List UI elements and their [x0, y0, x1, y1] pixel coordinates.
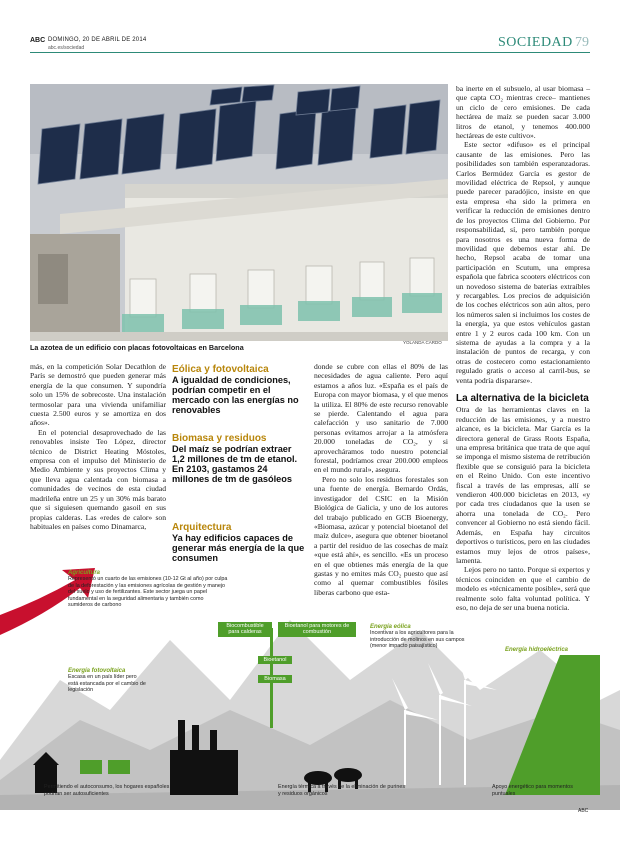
header-rule [30, 52, 590, 53]
section-title: SOCIEDAD [498, 35, 573, 50]
rooftop-solar-photo [30, 84, 448, 341]
biofuel-boilers-box: Biocombustible para calderas [218, 622, 272, 637]
keybox-title: Eólica y fotovoltaica [172, 364, 269, 375]
energy-infographic [0, 560, 620, 810]
photo-credit: YOLANDA CARDO [403, 340, 442, 345]
keybox-architecture [172, 522, 306, 563]
paragraph: más, en la competición Solar Decathlon de París se demostró que pueden generar más energía de la que consumen. Y supondría solo un 15% de sobrecoste. Una instalación termosolar para una vivienda unifamiliar cuesta 2.500 euros y se amortiza en dos años». [30, 362, 166, 428]
photo-caption: La azotea de un edificio con placas fotovoltaicas en Barcelona [30, 343, 244, 352]
biomass-box: Biomasa [258, 675, 292, 683]
issue-date: DOMINGO, 20 DE ABRIL DE 2014 [48, 37, 147, 43]
article-column-1 [30, 362, 166, 531]
section-url: abc.es/sociedad [48, 45, 85, 51]
paragraph: Lejos pero no tanto. Porque si expertos y técnicos coinciden en que el cambio de modelo es «técnicamente posible», será que realmente solo falta voluntad política. Y eso, no deja de ser una buena noticia. [456, 565, 590, 612]
photo-illustration [30, 84, 448, 341]
photovoltaic-note [68, 668, 148, 694]
paragraph: donde se cubre con ellas el 80% de las necesidades de agua caliente. Pero aquí estamos a años luz. «España es el país de Europa con mayor biomasa, y el que menos la utiliza. El 80% de este recurso renovable se pierde. Calentando el agua para calefacción y uso sanitario de 7.000 personas evitamos arrojar a la atmósfera 20.000 toneladas de CO₂, y si aprovecháramos todo nuestro potencial forestal, podríamos crear 200.000 empleos en el mundo rural», asegura. [314, 362, 448, 475]
hydro-title: Energía hidroeléctrica [505, 647, 569, 653]
page-number: 79 [575, 35, 589, 50]
subheading: La alternativa de la bicicleta [456, 393, 589, 404]
keybox-title: Biomasa y residuos [172, 433, 267, 444]
energy-support-label: Apoyo energético para momentos puntuales [492, 784, 573, 797]
bioethanol-box: Bioetanol [258, 656, 292, 664]
hydro-note [505, 647, 568, 653]
wind-text: Incentivar a los agricultores para la introducción de molinos en sus campos (menor impacto paisajístico) [370, 630, 465, 650]
agriculture-note [68, 570, 228, 609]
paragraph: Este sector «difuso» es el principal causante de las emisiones. Pero las posibilidades son también esperanzadoras. Carlos Bermúdez García es gestor de movilidad eléctrica de Repsol, y aunque puede parecer paradójico, insiste en que esta empresa «ha sido la primera en verificar la reducción de emisiones dentro de los proyectos Clima del Gobierno. Por responsabilidad, sí, pero también porque para nosotros es una nueva forma de movilidad que debemos estar ahí. De hecho, Repsol acaba de tomar una participación en Scutum, una empresa española que fabrica scooters eléctricos con un novedoso sistema de baterías extraíbles y recargables. Los precios de adquisición de los coches eléctricos son aún altos, pero los números salen si incluimos los costes de la energía, ya que estos vehículos gastan entre 1 y 2 euros cada 100 km. Con un sistema de ayudas a la compra y a la instalación de puntos de recarga, y con otras de costecero como estacionamiento regulado gratis o acceso al carril-bus, se venta podría dispararse». [456, 140, 590, 385]
footer-brand: ABC [578, 808, 589, 814]
keybox-wind-solar [172, 364, 306, 415]
keybox-text: Ya hay edificios capaces de generar más energía de la que consumen [172, 533, 305, 563]
wind-note [370, 624, 480, 650]
keybox-biomass [172, 433, 306, 484]
paragraph: Otra de las herramientas claves en la reducción de las emisiones, y a nuestro alcance, es la bicicleta. Mar García es la directora general de Grass Roots España, una empresa británica que trata de que aquí se imponga el mismo sistema de retribución flexible que se consiguió para la bicicleta en el Reino Unido. Con este incentivo fiscal a través de las empresas, allí se vendieron 400.000 bicicletas en 2013, «y por cada tres ciudadanos que la usen se ahorra una tonelada de CO₂. Pero convencer al Gobierno no está siendo fácil. Además, en España hay circuitos deportivos o turísticos, pero en las ciudades estamos muy lejos de otros países», lamenta. [456, 405, 590, 565]
selfconsumption-label: Permitiendo el autoconsumo, los hogares españoles podrían ser autosuficientes [44, 784, 170, 797]
keybox-title: Arquitectura [172, 522, 232, 533]
photovoltaic-title: Energía fotovoltaica [68, 668, 126, 674]
thermal-energy-label: Energía térmica a través de la eliminación de purines y residuos orgánicos [278, 784, 406, 797]
wind-title: Energía eólica [370, 624, 411, 630]
agriculture-title: Agricultura [68, 570, 101, 576]
keybox-text: Del maíz se podrían extraer 1,2 millones de tm de etanol. En 2103, gastamos 24 millones de tm de gasóleos [172, 444, 298, 484]
photovoltaic-text: Escasa en un país líder pero está estancada por el cambio de legislación [68, 674, 146, 694]
agriculture-text: Representó un cuarto de las emisiones (10-12 Gt al año) por culpa de la deforestación y las emisiones agrícolas de gestión y manejo del suelo y uso de fertilizantes. Este sector juega un papel fundamental en la seguridad alimentaria y también como sumideros de carbono [68, 576, 228, 609]
bioethanol-engines-box: Bioetanol para motores de combustión [278, 622, 356, 637]
keybox-text: A igualdad de condiciones, podrían competir en el mercado con las energías no renovables [172, 375, 299, 415]
co2-label: CO₂ [18, 639, 30, 645]
article-column-4 [456, 84, 590, 385]
brand-logo: ABC [30, 37, 46, 44]
paragraph: Pero no solo los residuos forestales son una fuente de energía. Bernardo Ordás, investigador del CSIC en la Misión Biológica de Galicia, y uno de los autores del trabajo publicado en GCB Bioenergy, «Biomasa, azúcar y potencial bioetanol del maíz dulce», asegura que obtener bioetanol a partir del residuo de las cosechas de maíz «que está ahí», es sencillo. «Es un proceso en el que obtienes más energía de la que gastas y no emites más CO₂ puesto que así como al quemar combustibles fósiles liberas carbono que esta- [314, 474, 448, 597]
paragraph: En el potencial desaprovechado de las renovables insiste Teo López, director técnico de District Heating Móstoles, empresa con el impulso del Ministerio de Medio Ambiente y sus proyectos Clima y que lleva agua calentada con biomasa a comunidades de vecinos de esta ciudad madrileña entre un 25 y un 30% más barato que si siguiesen quemando gasoil en sus propias calderas. Las «redes de calor» son habituales en países como Dinamarca, [30, 427, 166, 531]
paragraph: ba inerte en el subsuelo, al usar biomasa –que capta CO₂ mientras crece– mantienes un ciclo de cero emisiones. De cada hectárea de maíz se pueden sacar 3.000 litros de etanol, y tenemos 400.000 hectáreas de este cultivo». [456, 84, 590, 141]
